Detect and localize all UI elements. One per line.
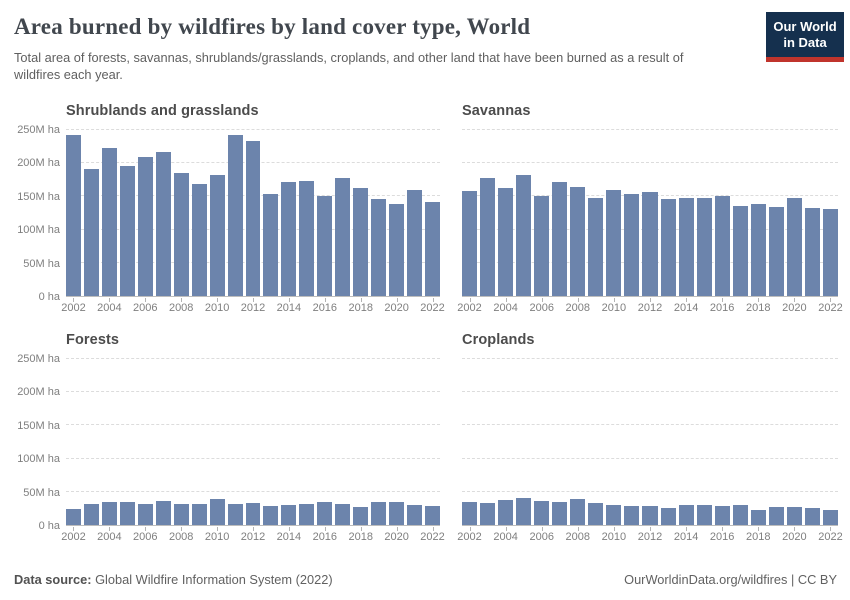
- bar-2004: [102, 502, 117, 525]
- bar-2020: [787, 507, 802, 525]
- bars: [462, 359, 838, 525]
- bar-2016: [715, 506, 730, 525]
- data-source-label: Data source:: [14, 572, 92, 587]
- footer: [14, 572, 837, 587]
- bar-2013: [263, 506, 278, 525]
- bars: [66, 359, 440, 525]
- x-slot-2006: [529, 527, 554, 545]
- bar-2008: [570, 499, 585, 525]
- x-slot-2018: [746, 298, 771, 316]
- data-source-text: Global Wildfire Information System (2022): [91, 572, 333, 587]
- y-tick-label: 0 ha: [38, 291, 60, 303]
- bar-2021: [805, 208, 820, 296]
- x-tick-label: 2006: [529, 531, 554, 543]
- bar-2005: [516, 175, 531, 297]
- x-axis-labels: [457, 527, 843, 545]
- bar-2006: [534, 501, 549, 525]
- plot-area: [462, 359, 838, 526]
- bar-2015: [299, 504, 314, 525]
- x-tick-label: 2004: [97, 531, 122, 543]
- bar-2018: [751, 510, 766, 525]
- owid-logo-line2: in Data: [783, 34, 827, 50]
- x-slot-2022: [420, 298, 445, 316]
- x-tick-label: 2020: [782, 302, 807, 314]
- x-tick-label: 2012: [637, 302, 663, 314]
- bar-2016: [715, 196, 730, 296]
- x-tick-label: 2018: [348, 531, 373, 543]
- x-axis-labels: [457, 298, 843, 316]
- x-tick-label: 2016: [312, 302, 338, 314]
- x-slot-2008: [565, 298, 591, 316]
- bar-2008: [174, 173, 189, 297]
- y-tick-label: 200M ha: [17, 157, 60, 170]
- bar-2003: [480, 503, 495, 525]
- owid-logo[interactable]: [766, 12, 844, 62]
- x-tick-label: 2002: [61, 531, 86, 543]
- x-tick-label: 2010: [601, 302, 627, 314]
- x-tick-label: 2020: [782, 531, 807, 543]
- x-slot-2020: [384, 298, 409, 316]
- bar-2014: [679, 505, 694, 525]
- x-slot-2008: [565, 527, 591, 545]
- bar-2010: [210, 175, 225, 297]
- x-slot-2020: [782, 527, 807, 545]
- footer-right: [624, 572, 837, 587]
- header: [14, 14, 836, 83]
- footer-separator: |: [787, 572, 798, 587]
- bar-2019: [371, 502, 386, 525]
- x-slot-2004: [97, 298, 122, 316]
- bar-2017: [733, 206, 748, 296]
- x-tick-label: 2022: [818, 302, 843, 314]
- bars: [66, 130, 440, 296]
- bar-2003: [84, 504, 99, 525]
- bar-2009: [588, 503, 603, 525]
- bar-2019: [769, 207, 784, 296]
- x-axis-labels: [61, 527, 445, 545]
- x-tick-label: 2014: [673, 531, 699, 543]
- bar-2002: [462, 191, 477, 296]
- x-tick-label: 2008: [168, 531, 194, 543]
- bar-2015: [697, 505, 712, 525]
- x-tick-label: 2020: [384, 302, 409, 314]
- bar-2007: [156, 501, 171, 525]
- bar-2017: [733, 505, 748, 525]
- bar-2014: [679, 198, 694, 296]
- chart-panel-savannas: [457, 103, 843, 316]
- x-axis-labels: [61, 298, 445, 316]
- x-slot-2022: [420, 527, 445, 545]
- bar-2016: [317, 502, 332, 525]
- x-tick-label: 2018: [348, 302, 373, 314]
- panel-title: Forests: [66, 332, 120, 348]
- bar-2011: [624, 194, 639, 296]
- x-slot-2020: [782, 298, 807, 316]
- x-tick-label: 2012: [240, 302, 266, 314]
- x-slot-2008: [168, 527, 194, 545]
- y-tick-label: 250M ha: [17, 124, 60, 136]
- chart-panel-forests: [14, 332, 445, 545]
- x-tick-label: 2018: [746, 531, 771, 543]
- x-tick-label: 2014: [276, 531, 302, 543]
- bar-2020: [389, 204, 404, 296]
- bar-2020: [787, 198, 802, 296]
- bar-2005: [120, 502, 135, 525]
- bar-2012: [642, 506, 657, 525]
- bar-2019: [769, 507, 784, 525]
- bar-2002: [462, 502, 477, 525]
- bar-2013: [661, 199, 676, 296]
- bar-2021: [407, 505, 422, 525]
- x-slot-2010: [204, 527, 230, 545]
- chart-area: [462, 130, 838, 297]
- bar-2018: [751, 204, 766, 296]
- bar-2013: [661, 508, 676, 525]
- x-tick-label: 2002: [457, 302, 482, 314]
- x-slot-2006: [133, 298, 158, 316]
- x-tick-label: 2012: [637, 531, 663, 543]
- panel-title: Savannas: [462, 103, 531, 119]
- x-slot-2016: [312, 527, 338, 545]
- chart-panel-croplands: [457, 332, 843, 545]
- bar-2015: [697, 198, 712, 296]
- x-slot-2010: [601, 298, 627, 316]
- x-slot-2006: [133, 527, 158, 545]
- x-tick-label: 2022: [420, 531, 445, 543]
- bars: [462, 130, 838, 296]
- x-tick-label: 2014: [276, 302, 302, 314]
- x-tick-label: 2012: [240, 531, 266, 543]
- x-slot-2002: [457, 298, 482, 316]
- x-tick-label: 2010: [204, 302, 230, 314]
- y-axis-labels: [14, 124, 66, 303]
- y-axis-labels: [14, 353, 66, 532]
- x-tick-label: 2016: [709, 531, 735, 543]
- bar-2010: [606, 505, 621, 525]
- x-slot-2022: [818, 298, 843, 316]
- x-tick-label: 2008: [565, 302, 591, 314]
- y-tick-label: 0 ha: [38, 520, 60, 532]
- bar-2009: [588, 198, 603, 296]
- bar-2017: [335, 178, 350, 296]
- bar-2009: [192, 504, 207, 525]
- chart-grid: [14, 103, 843, 545]
- bar-2013: [263, 194, 278, 296]
- bar-2007: [552, 182, 567, 296]
- y-tick-label: 100M ha: [17, 453, 60, 466]
- x-tick-label: 2010: [601, 531, 627, 543]
- x-slot-2014: [276, 298, 302, 316]
- bar-2003: [480, 178, 495, 296]
- x-slot-2014: [673, 527, 699, 545]
- bar-2018: [353, 507, 368, 525]
- x-slot-2004: [493, 527, 518, 545]
- bar-2022: [425, 202, 440, 296]
- panel-title: Shrublands and grasslands: [66, 103, 259, 119]
- bar-2022: [425, 506, 440, 525]
- x-tick-label: 2002: [61, 302, 86, 314]
- bar-2005: [120, 166, 135, 296]
- bar-2008: [174, 504, 189, 525]
- bar-2017: [335, 504, 350, 525]
- bar-2006: [138, 504, 153, 525]
- x-slot-2018: [348, 527, 373, 545]
- bar-2010: [606, 190, 621, 296]
- y-tick-label: 250M ha: [17, 353, 60, 365]
- data-source: [14, 572, 333, 587]
- chart-panel-shrublands-and-grasslands: [14, 103, 445, 316]
- bar-2019: [371, 199, 386, 296]
- x-tick-label: 2008: [565, 531, 591, 543]
- x-slot-2018: [348, 298, 373, 316]
- y-tick-label: 150M ha: [17, 190, 60, 203]
- x-slot-2012: [240, 298, 266, 316]
- bar-2020: [389, 502, 404, 525]
- bar-2004: [498, 188, 513, 296]
- x-slot-2018: [746, 527, 771, 545]
- x-tick-label: 2006: [133, 531, 158, 543]
- x-slot-2006: [529, 298, 554, 316]
- x-tick-label: 2014: [673, 302, 699, 314]
- x-slot-2002: [61, 298, 86, 316]
- bar-2018: [353, 188, 368, 296]
- x-tick-label: 2022: [420, 302, 445, 314]
- x-tick-label: 2010: [204, 531, 230, 543]
- chart-area: [14, 124, 440, 303]
- x-slot-2014: [673, 298, 699, 316]
- bar-2011: [228, 135, 243, 296]
- x-slot-2012: [240, 527, 266, 545]
- x-tick-label: 2020: [384, 531, 409, 543]
- bar-2009: [192, 184, 207, 296]
- bar-2022: [823, 209, 838, 296]
- x-tick-label: 2006: [133, 302, 158, 314]
- x-slot-2020: [384, 527, 409, 545]
- footer-link[interactable]: OurWorldinData.org/wildfires: [624, 572, 788, 587]
- x-tick-label: 2004: [97, 302, 122, 314]
- footer-license: CC BY: [797, 572, 837, 587]
- x-slot-2012: [637, 298, 663, 316]
- x-tick-label: 2006: [529, 302, 554, 314]
- bar-2003: [84, 169, 99, 296]
- bar-2007: [156, 152, 171, 296]
- panel-title: Croplands: [462, 332, 535, 348]
- bar-2005: [516, 498, 531, 525]
- bar-2016: [317, 196, 332, 296]
- plot-area: [66, 359, 440, 526]
- x-slot-2010: [204, 298, 230, 316]
- page-subtitle: Total area of forests, savannas, shrublands/grasslands, croplands, and other land that have been burned as a result of wildfires each year.: [14, 50, 684, 83]
- x-tick-label: 2018: [746, 302, 771, 314]
- x-tick-label: 2008: [168, 302, 194, 314]
- bar-2021: [407, 190, 422, 296]
- bar-2006: [534, 196, 549, 296]
- bar-2012: [642, 192, 657, 296]
- bar-2011: [228, 504, 243, 525]
- x-slot-2010: [601, 527, 627, 545]
- x-slot-2016: [709, 298, 735, 316]
- x-slot-2022: [818, 527, 843, 545]
- bar-2002: [66, 509, 81, 525]
- x-slot-2004: [97, 527, 122, 545]
- x-slot-2012: [637, 527, 663, 545]
- chart-area: [462, 359, 838, 526]
- x-slot-2016: [312, 298, 338, 316]
- bar-2015: [299, 181, 314, 296]
- bar-2002: [66, 135, 81, 296]
- x-slot-2008: [168, 298, 194, 316]
- x-slot-2016: [709, 527, 735, 545]
- x-tick-label: 2016: [312, 531, 338, 543]
- bar-2004: [498, 500, 513, 525]
- bar-2012: [246, 141, 261, 296]
- bar-2014: [281, 505, 296, 525]
- x-tick-label: 2004: [493, 531, 518, 543]
- x-slot-2014: [276, 527, 302, 545]
- x-tick-label: 2016: [709, 302, 735, 314]
- x-tick-label: 2022: [818, 531, 843, 543]
- y-tick-label: 200M ha: [17, 386, 60, 399]
- y-tick-label: 150M ha: [17, 419, 60, 432]
- bar-2012: [246, 503, 261, 525]
- bar-2014: [281, 182, 296, 296]
- x-tick-label: 2002: [457, 531, 482, 543]
- y-tick-label: 50M ha: [23, 486, 60, 499]
- bar-2021: [805, 508, 820, 525]
- bar-2007: [552, 502, 567, 525]
- y-tick-label: 50M ha: [23, 257, 60, 270]
- chart-area: [14, 353, 440, 532]
- bar-2006: [138, 157, 153, 296]
- page-title: Area burned by wildfires by land cover type, World: [14, 14, 531, 39]
- x-tick-label: 2004: [493, 302, 518, 314]
- owid-logo-line1: Our World: [773, 19, 837, 34]
- x-slot-2002: [61, 527, 86, 545]
- bar-2004: [102, 148, 117, 296]
- x-slot-2004: [493, 298, 518, 316]
- plot-area: [462, 130, 838, 297]
- y-tick-label: 100M ha: [17, 224, 60, 237]
- x-slot-2002: [457, 527, 482, 545]
- bar-2022: [823, 510, 838, 525]
- bar-2010: [210, 499, 225, 525]
- bar-2008: [570, 187, 585, 296]
- plot-area: [66, 130, 440, 297]
- bar-2011: [624, 506, 639, 525]
